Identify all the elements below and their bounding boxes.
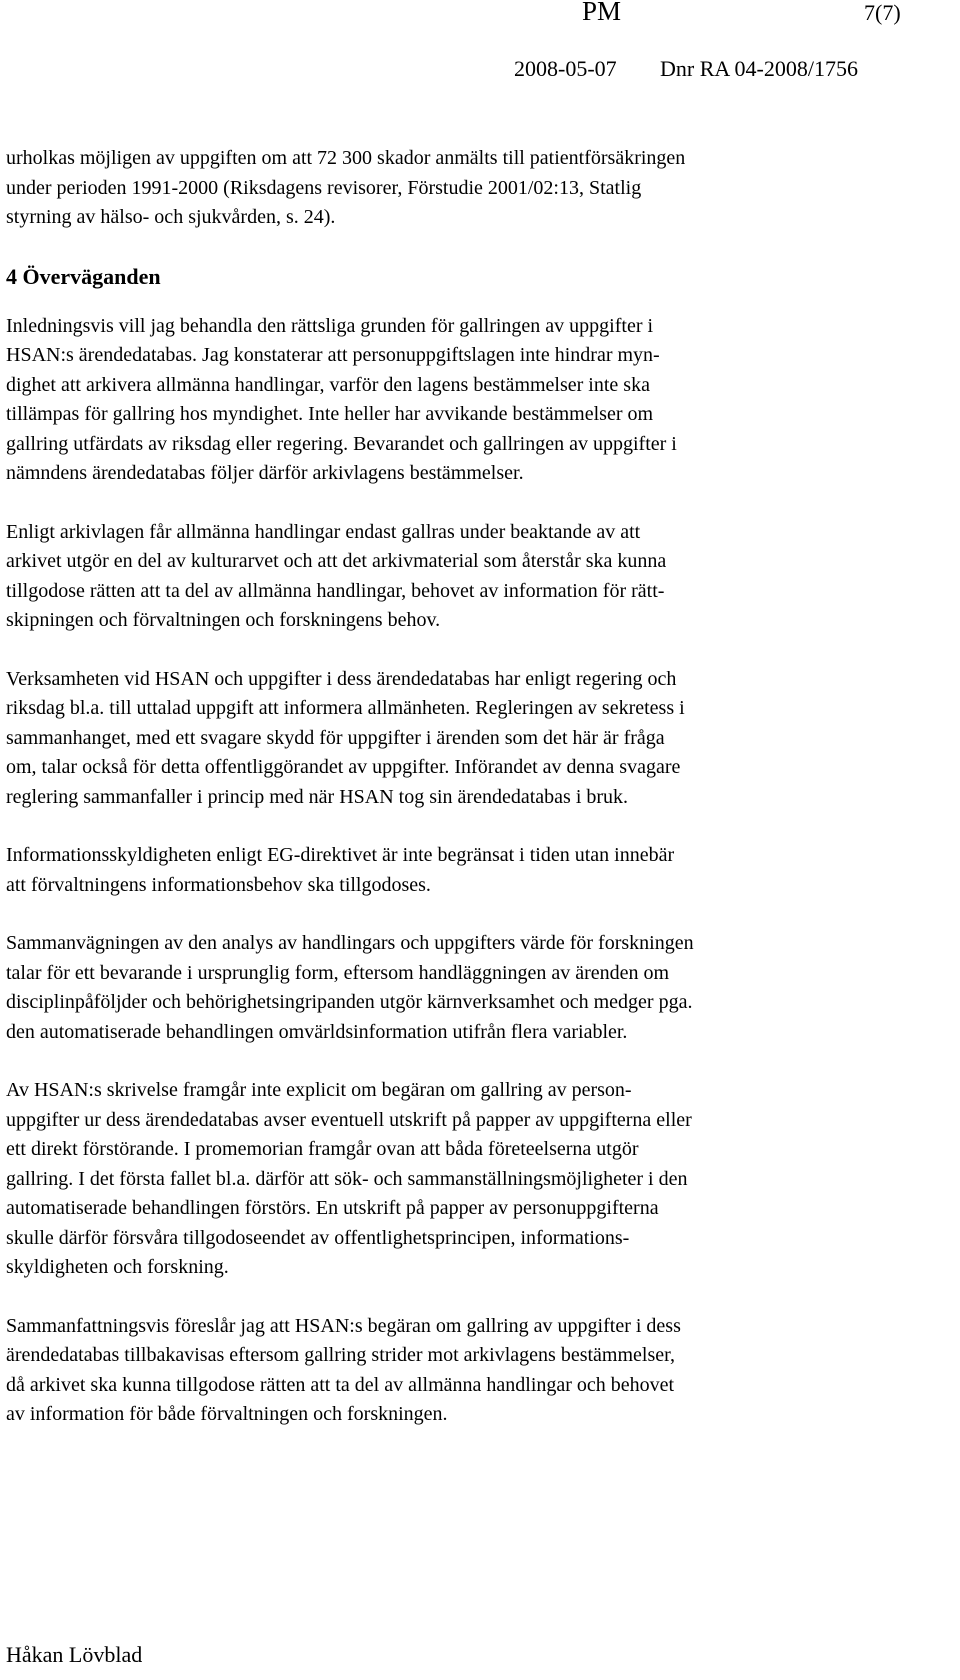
signature: Håkan Lövblad	[6, 1642, 143, 1667]
paragraph: Inledningsvis vill jag behandla den rättsliga grunden för gallringen av uppgifter i HSAN:s ärendedatabas. Jag konstaterar att personuppgiftslagen inte hindrar myn- dighet att arkivera allmänna handlingar, varför den lagens bestämmelser inte ska tillämpas för gallring hos myndighet. Inte heller har avvikande bestämmelser om gallring utfärdats av riksdag eller regering. Bevarandet och gallringen av uppgifter i nämndens ärendedatabas följer därför arkivlagens bestämmelser.	[6, 314, 677, 484]
paragraph: Av HSAN:s skrivelse framgår inte explicit om begäran om gallring av person- uppgifter ur dess ärendedatabas avser eventuell utskrift på papper av uppgifterna eller ett direkt förstörande. I promemorian framgår ovan att båda företeelserna utgör gallring. I det första fallet bl.a. därför att sök- och sammanställningsmöjligheter i den automatiserade behandlingen förstörs. En utskrift på papper av personuppgifterna skulle därför försvåra tillgodoseendet av offentlighetsprincipen, informations- skyldigheten och forskning.	[6, 1079, 692, 1278]
section-heading: 4 Överväganden	[6, 263, 161, 289]
intro-paragraph: urholkas möjligen av uppgiften om att 72 300 skador anmälts till patientförsäkringen under perioden 1991-2000 (Riksdagens revisorer, Förstudie 2001/02:13, Statlig styrning av hälso- och sjukvården, s. 24).	[6, 147, 686, 228]
page-header	[0, 0, 960, 30]
paragraph: Sammanfattningsvis föreslår jag att HSAN:s begäran om gallring av uppgifter i dess ärendedatabas tillbakavisas eftersom gallring strider mot arkivlagens bestämmelser, då arkivet ska kunna tillgodose rätten att ta del av allmänna handlingar och behovet av information för både förvaltningen och forskningen.	[6, 1314, 681, 1425]
header-org: PM	[582, 0, 622, 26]
header-dnr: Dnr RA 04-2008/1756	[660, 56, 858, 81]
document-body	[6, 144, 906, 1459]
paragraph: Verksamheten vid HSAN och uppgifter i dess ärendedatabas har enligt regering och riksdag bl.a. till uttalad uppgift att informera allmänheten. Regleringen av sekretess i sammanhanget, med ett svagare skydd för uppgifter i ärenden som det här är fråga om, talar också för detta offentliggörandet av uppgifter. Införandet av denna svagare reglering sammanfaller i princip med när HSAN tog sin ärendedatabas i bruk.	[6, 667, 685, 808]
page-indicator: 7(7)	[864, 0, 901, 25]
paragraph: Sammanvägningen av den analys av handlingars och uppgifters värde för forskningen talar för ett bevarande i ursprunglig form, eftersom handläggningen av ärenden om disciplinpåföljder och behörighetsingripanden utgör kärnverksamhet och medger pga. den automatiserade behandlingen omvärldsinformation utifrån flera variabler.	[6, 932, 694, 1043]
paragraph: Enligt arkivlagen får allmänna handlingar endast gallras under beaktande av att arkivet utgör en del av kulturarvet och att det arkivmaterial som återstår ska kunna tillgodose rätten att ta del av allmänna handlingar, behovet av information för rätt- skipningen och förvaltningen och forskningens behov.	[6, 520, 667, 631]
header-date: 2008-05-07	[514, 56, 617, 81]
paragraph: Informationsskyldigheten enligt EG-direktivet är inte begränsat i tiden utan innebär att förvaltningens informationsbehov ska tillgodoses.	[6, 844, 675, 896]
